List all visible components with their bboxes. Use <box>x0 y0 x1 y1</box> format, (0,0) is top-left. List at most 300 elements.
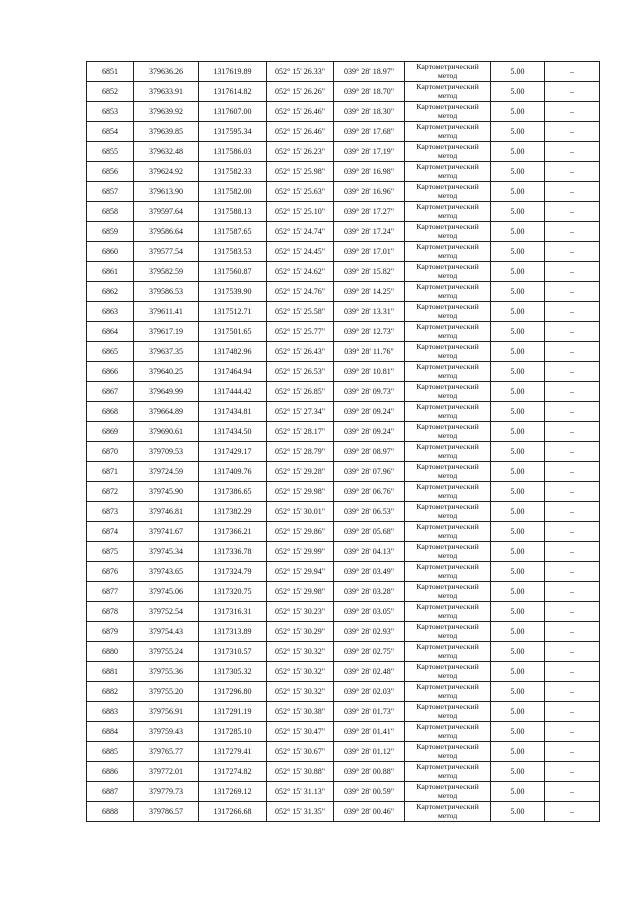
table-row <box>87 502 600 522</box>
point-number-cell: 6859 <box>87 222 134 242</box>
description-cell: – <box>545 262 600 282</box>
y-coordinate-cell: 1317305.32 <box>199 662 267 682</box>
point-number-cell: 6888 <box>87 802 134 822</box>
accuracy-cell: 5.00 <box>491 122 545 142</box>
point-number-cell: 6852 <box>87 82 134 102</box>
point-number-cell: 6860 <box>87 242 134 262</box>
y-coordinate-cell: 1317310.57 <box>199 642 267 662</box>
latitude-cell: 052° 15' 31.35" <box>267 802 334 822</box>
coordinates-table-body <box>87 62 600 822</box>
method-cell: Картометрический метод <box>405 702 491 722</box>
longitude-cell: 039° 28' 05.68" <box>334 522 405 542</box>
method-cell: Картометрический метод <box>405 682 491 702</box>
y-coordinate-cell: 1317614.82 <box>199 82 267 102</box>
description-cell: – <box>545 242 600 262</box>
x-coordinate-cell: 379755.24 <box>134 642 199 662</box>
point-number-cell: 6856 <box>87 162 134 182</box>
y-coordinate-cell: 1317279.41 <box>199 742 267 762</box>
latitude-cell: 052° 15' 24.62" <box>267 262 334 282</box>
table-row <box>87 102 600 122</box>
point-number-cell: 6872 <box>87 482 134 502</box>
table-row <box>87 262 600 282</box>
accuracy-cell: 5.00 <box>491 402 545 422</box>
coordinates-table <box>86 61 600 822</box>
method-cell: Картометрический метод <box>405 122 491 142</box>
method-cell: Картометрический метод <box>405 182 491 202</box>
point-number-cell: 6877 <box>87 582 134 602</box>
y-coordinate-cell: 1317320.75 <box>199 582 267 602</box>
description-cell: – <box>545 542 600 562</box>
x-coordinate-cell: 379759.43 <box>134 722 199 742</box>
accuracy-cell: 5.00 <box>491 422 545 442</box>
accuracy-cell: 5.00 <box>491 362 545 382</box>
y-coordinate-cell: 1317429.17 <box>199 442 267 462</box>
method-cell: Картометрический метод <box>405 662 491 682</box>
description-cell: – <box>545 322 600 342</box>
description-cell: – <box>545 222 600 242</box>
y-coordinate-cell: 1317386.65 <box>199 482 267 502</box>
accuracy-cell: 5.00 <box>491 462 545 482</box>
latitude-cell: 052° 15' 27.34" <box>267 402 334 422</box>
method-cell: Картометрический метод <box>405 242 491 262</box>
latitude-cell: 052° 15' 28.17" <box>267 422 334 442</box>
latitude-cell: 052° 15' 26.26" <box>267 82 334 102</box>
y-coordinate-cell: 1317582.33 <box>199 162 267 182</box>
method-cell: Картометрический метод <box>405 382 491 402</box>
accuracy-cell: 5.00 <box>491 282 545 302</box>
y-coordinate-cell: 1317274.82 <box>199 762 267 782</box>
table-row <box>87 482 600 502</box>
y-coordinate-cell: 1317324.79 <box>199 562 267 582</box>
longitude-cell: 039° 28' 00.46" <box>334 802 405 822</box>
longitude-cell: 039° 28' 16.98" <box>334 162 405 182</box>
point-number-cell: 6871 <box>87 462 134 482</box>
y-coordinate-cell: 1317434.81 <box>199 402 267 422</box>
method-cell: Картометрический метод <box>405 342 491 362</box>
point-number-cell: 6879 <box>87 622 134 642</box>
description-cell: – <box>545 162 600 182</box>
latitude-cell: 052° 15' 29.99" <box>267 542 334 562</box>
point-number-cell: 6876 <box>87 562 134 582</box>
longitude-cell: 039° 28' 17.27" <box>334 202 405 222</box>
latitude-cell: 052° 15' 28.79" <box>267 442 334 462</box>
y-coordinate-cell: 1317482.96 <box>199 342 267 362</box>
point-number-cell: 6874 <box>87 522 134 542</box>
description-cell: – <box>545 642 600 662</box>
accuracy-cell: 5.00 <box>491 702 545 722</box>
method-cell: Картометрический метод <box>405 642 491 662</box>
point-number-cell: 6870 <box>87 442 134 462</box>
x-coordinate-cell: 379755.20 <box>134 682 199 702</box>
y-coordinate-cell: 1317266.68 <box>199 802 267 822</box>
longitude-cell: 039° 28' 17.01" <box>334 242 405 262</box>
table-row <box>87 722 600 742</box>
longitude-cell: 039° 28' 14.25" <box>334 282 405 302</box>
point-number-cell: 6873 <box>87 502 134 522</box>
accuracy-cell: 5.00 <box>491 222 545 242</box>
y-coordinate-cell: 1317444.42 <box>199 382 267 402</box>
x-coordinate-cell: 379586.64 <box>134 222 199 242</box>
method-cell: Картометрический метод <box>405 102 491 122</box>
method-cell: Картометрический метод <box>405 722 491 742</box>
longitude-cell: 039° 28' 03.28" <box>334 582 405 602</box>
method-cell: Картометрический метод <box>405 482 491 502</box>
method-cell: Картометрический метод <box>405 802 491 822</box>
latitude-cell: 052° 15' 30.32" <box>267 662 334 682</box>
point-number-cell: 6867 <box>87 382 134 402</box>
description-cell: – <box>545 182 600 202</box>
accuracy-cell: 5.00 <box>491 262 545 282</box>
y-coordinate-cell: 1317539.90 <box>199 282 267 302</box>
description-cell: – <box>545 382 600 402</box>
method-cell: Картометрический метод <box>405 462 491 482</box>
latitude-cell: 052° 15' 31.13" <box>267 782 334 802</box>
x-coordinate-cell: 379786.57 <box>134 802 199 822</box>
x-coordinate-cell: 379772.01 <box>134 762 199 782</box>
x-coordinate-cell: 379586.53 <box>134 282 199 302</box>
x-coordinate-cell: 379755.36 <box>134 662 199 682</box>
accuracy-cell: 5.00 <box>491 742 545 762</box>
y-coordinate-cell: 1317560.87 <box>199 262 267 282</box>
accuracy-cell: 5.00 <box>491 482 545 502</box>
point-number-cell: 6861 <box>87 262 134 282</box>
y-coordinate-cell: 1317583.53 <box>199 242 267 262</box>
y-coordinate-cell: 1317269.12 <box>199 782 267 802</box>
point-number-cell: 6878 <box>87 602 134 622</box>
method-cell: Картометрический метод <box>405 162 491 182</box>
accuracy-cell: 5.00 <box>491 562 545 582</box>
method-cell: Картометрический метод <box>405 762 491 782</box>
table-row <box>87 782 600 802</box>
y-coordinate-cell: 1317512.71 <box>199 302 267 322</box>
method-cell: Картометрический метод <box>405 522 491 542</box>
accuracy-cell: 5.00 <box>491 102 545 122</box>
point-number-cell: 6883 <box>87 702 134 722</box>
x-coordinate-cell: 379637.35 <box>134 342 199 362</box>
accuracy-cell: 5.00 <box>491 722 545 742</box>
y-coordinate-cell: 1317587.65 <box>199 222 267 242</box>
table-row <box>87 802 600 822</box>
accuracy-cell: 5.00 <box>491 762 545 782</box>
x-coordinate-cell: 379632.48 <box>134 142 199 162</box>
description-cell: – <box>545 722 600 742</box>
point-number-cell: 6862 <box>87 282 134 302</box>
method-cell: Картометрический метод <box>405 402 491 422</box>
point-number-cell: 6869 <box>87 422 134 442</box>
point-number-cell: 6882 <box>87 682 134 702</box>
accuracy-cell: 5.00 <box>491 802 545 822</box>
latitude-cell: 052° 15' 26.23" <box>267 142 334 162</box>
accuracy-cell: 5.00 <box>491 322 545 342</box>
accuracy-cell: 5.00 <box>491 442 545 462</box>
point-number-cell: 6884 <box>87 722 134 742</box>
latitude-cell: 052° 15' 30.67" <box>267 742 334 762</box>
description-cell: – <box>545 702 600 722</box>
longitude-cell: 039° 28' 15.82" <box>334 262 405 282</box>
longitude-cell: 039° 28' 03.05" <box>334 602 405 622</box>
latitude-cell: 052° 15' 25.58" <box>267 302 334 322</box>
table-row <box>87 682 600 702</box>
table-row <box>87 282 600 302</box>
x-coordinate-cell: 379664.89 <box>134 402 199 422</box>
y-coordinate-cell: 1317296.80 <box>199 682 267 702</box>
description-cell: – <box>545 202 600 222</box>
table-row <box>87 442 600 462</box>
x-coordinate-cell: 379624.92 <box>134 162 199 182</box>
accuracy-cell: 5.00 <box>491 182 545 202</box>
description-cell: – <box>545 582 600 602</box>
latitude-cell: 052° 15' 26.43" <box>267 342 334 362</box>
table-row <box>87 622 600 642</box>
description-cell: – <box>545 122 600 142</box>
longitude-cell: 039° 28' 18.70" <box>334 82 405 102</box>
description-cell: – <box>545 442 600 462</box>
table-row <box>87 162 600 182</box>
point-number-cell: 6875 <box>87 542 134 562</box>
y-coordinate-cell: 1317607.00 <box>199 102 267 122</box>
latitude-cell: 052° 15' 24.74" <box>267 222 334 242</box>
latitude-cell: 052° 15' 26.46" <box>267 102 334 122</box>
accuracy-cell: 5.00 <box>491 382 545 402</box>
description-cell: – <box>545 362 600 382</box>
method-cell: Картометрический метод <box>405 222 491 242</box>
longitude-cell: 039° 28' 07.96" <box>334 462 405 482</box>
x-coordinate-cell: 379613.90 <box>134 182 199 202</box>
x-coordinate-cell: 379724.59 <box>134 462 199 482</box>
y-coordinate-cell: 1317582.00 <box>199 182 267 202</box>
x-coordinate-cell: 379709.53 <box>134 442 199 462</box>
table-row <box>87 462 600 482</box>
method-cell: Картометрический метод <box>405 322 491 342</box>
table-row <box>87 222 600 242</box>
description-cell: – <box>545 602 600 622</box>
longitude-cell: 039° 28' 08.97" <box>334 442 405 462</box>
description-cell: – <box>545 402 600 422</box>
x-coordinate-cell: 379745.90 <box>134 482 199 502</box>
table-row <box>87 362 600 382</box>
longitude-cell: 039° 28' 06.53" <box>334 502 405 522</box>
longitude-cell: 039° 28' 18.30" <box>334 102 405 122</box>
method-cell: Картометрический метод <box>405 282 491 302</box>
method-cell: Картометрический метод <box>405 62 491 82</box>
y-coordinate-cell: 1317464.94 <box>199 362 267 382</box>
table-row <box>87 582 600 602</box>
latitude-cell: 052° 15' 30.47" <box>267 722 334 742</box>
longitude-cell: 039° 28' 09.24" <box>334 422 405 442</box>
longitude-cell: 039° 28' 13.31" <box>334 302 405 322</box>
accuracy-cell: 5.00 <box>491 662 545 682</box>
method-cell: Картометрический метод <box>405 142 491 162</box>
longitude-cell: 039° 28' 01.41" <box>334 722 405 742</box>
x-coordinate-cell: 379636.26 <box>134 62 199 82</box>
description-cell: – <box>545 62 600 82</box>
longitude-cell: 039° 28' 16.96" <box>334 182 405 202</box>
y-coordinate-cell: 1317382.29 <box>199 502 267 522</box>
latitude-cell: 052° 15' 29.94" <box>267 562 334 582</box>
latitude-cell: 052° 15' 29.98" <box>267 582 334 602</box>
x-coordinate-cell: 379617.19 <box>134 322 199 342</box>
accuracy-cell: 5.00 <box>491 682 545 702</box>
longitude-cell: 039° 28' 02.03" <box>334 682 405 702</box>
accuracy-cell: 5.00 <box>491 542 545 562</box>
accuracy-cell: 5.00 <box>491 642 545 662</box>
y-coordinate-cell: 1317336.78 <box>199 542 267 562</box>
x-coordinate-cell: 379611.41 <box>134 302 199 322</box>
latitude-cell: 052° 15' 25.10" <box>267 202 334 222</box>
y-coordinate-cell: 1317316.31 <box>199 602 267 622</box>
y-coordinate-cell: 1317434.50 <box>199 422 267 442</box>
longitude-cell: 039° 28' 06.76" <box>334 482 405 502</box>
longitude-cell: 039° 28' 01.73" <box>334 702 405 722</box>
point-number-cell: 6885 <box>87 742 134 762</box>
x-coordinate-cell: 379746.81 <box>134 502 199 522</box>
x-coordinate-cell: 379752.54 <box>134 602 199 622</box>
point-number-cell: 6855 <box>87 142 134 162</box>
accuracy-cell: 5.00 <box>491 522 545 542</box>
method-cell: Картометрический метод <box>405 602 491 622</box>
accuracy-cell: 5.00 <box>491 242 545 262</box>
latitude-cell: 052° 15' 25.98" <box>267 162 334 182</box>
y-coordinate-cell: 1317619.89 <box>199 62 267 82</box>
table-row <box>87 402 600 422</box>
y-coordinate-cell: 1317501.65 <box>199 322 267 342</box>
table-row <box>87 422 600 442</box>
method-cell: Картометрический метод <box>405 302 491 322</box>
longitude-cell: 039° 28' 00.59" <box>334 782 405 802</box>
y-coordinate-cell: 1317366.21 <box>199 522 267 542</box>
latitude-cell: 052° 15' 24.45" <box>267 242 334 262</box>
latitude-cell: 052° 15' 25.77" <box>267 322 334 342</box>
y-coordinate-cell: 1317409.76 <box>199 462 267 482</box>
longitude-cell: 039° 28' 02.48" <box>334 662 405 682</box>
description-cell: – <box>545 522 600 542</box>
latitude-cell: 052° 15' 25.63" <box>267 182 334 202</box>
accuracy-cell: 5.00 <box>491 202 545 222</box>
table-row <box>87 242 600 262</box>
y-coordinate-cell: 1317595.34 <box>199 122 267 142</box>
accuracy-cell: 5.00 <box>491 342 545 362</box>
y-coordinate-cell: 1317291.19 <box>199 702 267 722</box>
point-number-cell: 6863 <box>87 302 134 322</box>
point-number-cell: 6864 <box>87 322 134 342</box>
description-cell: – <box>545 762 600 782</box>
y-coordinate-cell: 1317313.89 <box>199 622 267 642</box>
longitude-cell: 039° 28' 01.12" <box>334 742 405 762</box>
point-number-cell: 6854 <box>87 122 134 142</box>
method-cell: Картометрический метод <box>405 82 491 102</box>
latitude-cell: 052° 15' 30.32" <box>267 642 334 662</box>
x-coordinate-cell: 379756.91 <box>134 702 199 722</box>
latitude-cell: 052° 15' 30.01" <box>267 502 334 522</box>
description-cell: – <box>545 622 600 642</box>
method-cell: Картометрический метод <box>405 262 491 282</box>
table-row <box>87 322 600 342</box>
longitude-cell: 039° 28' 03.49" <box>334 562 405 582</box>
description-cell: – <box>545 562 600 582</box>
description-cell: – <box>545 142 600 162</box>
longitude-cell: 039° 28' 04.13" <box>334 542 405 562</box>
latitude-cell: 052° 15' 26.85" <box>267 382 334 402</box>
table-row <box>87 62 600 82</box>
method-cell: Картометрический метод <box>405 742 491 762</box>
accuracy-cell: 5.00 <box>491 622 545 642</box>
latitude-cell: 052° 15' 30.23" <box>267 602 334 622</box>
table-row <box>87 662 600 682</box>
description-cell: – <box>545 462 600 482</box>
x-coordinate-cell: 379745.34 <box>134 542 199 562</box>
latitude-cell: 052° 15' 29.86" <box>267 522 334 542</box>
x-coordinate-cell: 379741.67 <box>134 522 199 542</box>
accuracy-cell: 5.00 <box>491 142 545 162</box>
point-number-cell: 6858 <box>87 202 134 222</box>
accuracy-cell: 5.00 <box>491 782 545 802</box>
accuracy-cell: 5.00 <box>491 582 545 602</box>
latitude-cell: 052° 15' 30.32" <box>267 682 334 702</box>
point-number-cell: 6880 <box>87 642 134 662</box>
longitude-cell: 039° 28' 02.75" <box>334 642 405 662</box>
table-row <box>87 562 600 582</box>
description-cell: – <box>545 742 600 762</box>
latitude-cell: 052° 15' 26.46" <box>267 122 334 142</box>
longitude-cell: 039° 28' 10.81" <box>334 362 405 382</box>
point-number-cell: 6868 <box>87 402 134 422</box>
point-number-cell: 6853 <box>87 102 134 122</box>
x-coordinate-cell: 379765.77 <box>134 742 199 762</box>
x-coordinate-cell: 379639.85 <box>134 122 199 142</box>
latitude-cell: 052° 15' 29.28" <box>267 462 334 482</box>
table-row <box>87 642 600 662</box>
method-cell: Картометрический метод <box>405 502 491 522</box>
longitude-cell: 039° 28' 09.73" <box>334 382 405 402</box>
table-row <box>87 82 600 102</box>
point-number-cell: 6865 <box>87 342 134 362</box>
method-cell: Картометрический метод <box>405 442 491 462</box>
table-row <box>87 602 600 622</box>
latitude-cell: 052° 15' 30.29" <box>267 622 334 642</box>
longitude-cell: 039° 28' 00.88" <box>334 762 405 782</box>
description-cell: – <box>545 502 600 522</box>
latitude-cell: 052° 15' 26.33" <box>267 62 334 82</box>
table-row <box>87 542 600 562</box>
method-cell: Картометрический метод <box>405 582 491 602</box>
table-row <box>87 202 600 222</box>
x-coordinate-cell: 379690.61 <box>134 422 199 442</box>
table-row <box>87 302 600 322</box>
description-cell: – <box>545 422 600 442</box>
x-coordinate-cell: 379754.43 <box>134 622 199 642</box>
y-coordinate-cell: 1317586.03 <box>199 142 267 162</box>
point-number-cell: 6881 <box>87 662 134 682</box>
table-row <box>87 742 600 762</box>
table-row <box>87 342 600 362</box>
description-cell: – <box>545 82 600 102</box>
x-coordinate-cell: 379779.73 <box>134 782 199 802</box>
x-coordinate-cell: 379633.91 <box>134 82 199 102</box>
x-coordinate-cell: 379743.65 <box>134 562 199 582</box>
x-coordinate-cell: 379649.99 <box>134 382 199 402</box>
method-cell: Картометрический метод <box>405 562 491 582</box>
accuracy-cell: 5.00 <box>491 602 545 622</box>
longitude-cell: 039° 28' 11.76" <box>334 342 405 362</box>
longitude-cell: 039° 28' 17.19" <box>334 142 405 162</box>
description-cell: – <box>545 482 600 502</box>
description-cell: – <box>545 282 600 302</box>
latitude-cell: 052° 15' 26.53" <box>267 362 334 382</box>
x-coordinate-cell: 379640.25 <box>134 362 199 382</box>
longitude-cell: 039° 28' 18.97" <box>334 62 405 82</box>
description-cell: – <box>545 342 600 362</box>
description-cell: – <box>545 682 600 702</box>
